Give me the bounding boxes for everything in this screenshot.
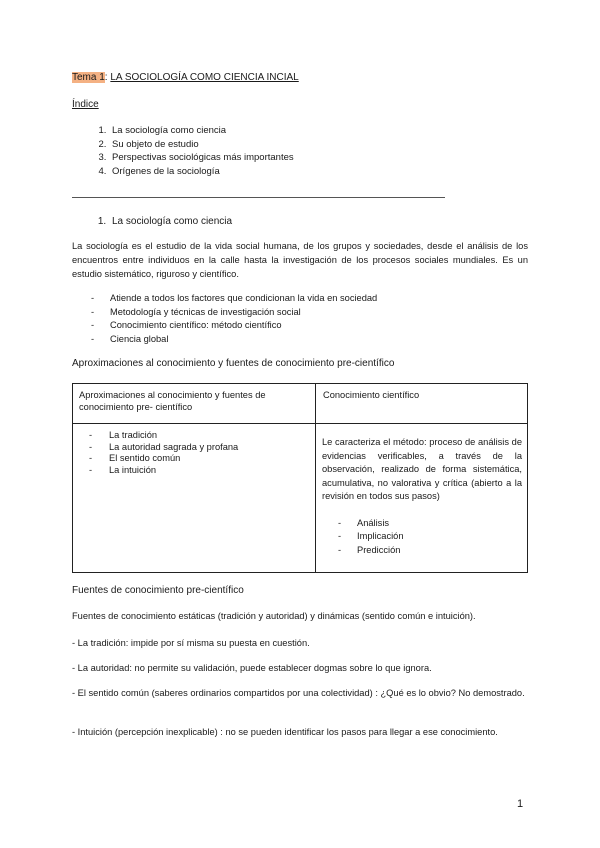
divider (72, 197, 445, 198)
aprox-item: - La intuición (89, 465, 315, 477)
fuentes-tradicion: - La tradición: impide por sí misma su puesta en cuestión. (72, 638, 310, 648)
section1-heading: 1. La sociología como ciencia (109, 216, 232, 227)
document-title (72, 72, 299, 83)
page-number: 1 (517, 798, 524, 810)
title-separator: : (104, 72, 111, 83)
section1-heading-list (72, 216, 232, 227)
section1-bullet: - Metodología y técnicas de investigación social (91, 306, 377, 320)
indice-heading: Índice (72, 99, 99, 110)
indice-item: 4. Orígenes de la sociología (109, 165, 294, 179)
fuentes-sentido-comun: - El sentido común (saberes ordinarios compartidos por una colectividad) : ¿Qué es lo obvio? No demostrado. (72, 688, 525, 698)
tema-label: Tema 1 (72, 72, 105, 83)
fuentes-autoridad: - La autoridad: no permite su validación, puede establecer dogmas sobre lo que ignora. (72, 663, 432, 673)
table-cell-left (73, 424, 316, 573)
table-cell-right (316, 424, 528, 573)
scientific-method-text: Le caracteriza el método: proceso de análisis de evidencias verificables, a través de la observación, realizado de forma sistemática, acumulativa, no valorativa y crítica (abierto a la revisión en todos sus pasos) (322, 437, 522, 501)
section1-paragraph: La sociología es el estudio de la vida social humana, de los grupos y sociedades, desde el análisis de los encuentros entre individuos en la calle hasta la investigación de los procesos sociales mundiales. Es un estudio sistemático, riguroso y científico. (72, 241, 528, 279)
aprox-item: - El sentido común (89, 453, 315, 465)
method-step: - Predicción (338, 544, 522, 558)
indice-item: 3. Perspectivas sociológicas más importantes (109, 151, 294, 165)
section1-bullets (91, 292, 377, 346)
method-step: - Implicación (338, 530, 522, 544)
table-header-left: Aproximaciones al conocimiento y fuentes de conocimiento pre- científico (73, 384, 316, 424)
comparison-table (72, 383, 528, 573)
section1-bullet: - Atiende a todos los factores que condicionan la vida en sociedad (91, 292, 377, 306)
aprox-heading: Aproximaciones al conocimiento y fuentes de conocimiento pre-científico (72, 358, 395, 369)
method-steps-list (338, 517, 522, 558)
fuentes-intuicion: - Intuición (percepción inexplicable) : no se pueden identificar los pasos para llegar a ese conocimiento. (72, 727, 498, 737)
indice-item: 2. Su objeto de estudio (109, 138, 294, 152)
table-header-right: Conocimiento científico (316, 384, 528, 424)
indice-list (72, 124, 294, 178)
fuentes-heading: Fuentes de conocimiento pre-científico (72, 585, 244, 596)
aprox-item: - La autoridad sagrada y profana (89, 442, 315, 454)
section1-bullet: - Conocimiento científico: método científico (91, 319, 377, 333)
section1-bullet: - Ciencia global (91, 333, 377, 347)
title-text: LA SOCIOLOGÍA COMO CIENCIA INCIAL (110, 72, 299, 83)
fuentes-intro: Fuentes de conocimiento estáticas (tradición y autoridad) y dinámicas (sentido común e intuición). (72, 611, 476, 621)
method-step: - Análisis (338, 517, 522, 531)
aprox-list (89, 430, 315, 476)
aprox-item: - La tradición (89, 430, 315, 442)
indice-item: 1. La sociología como ciencia (109, 124, 294, 138)
